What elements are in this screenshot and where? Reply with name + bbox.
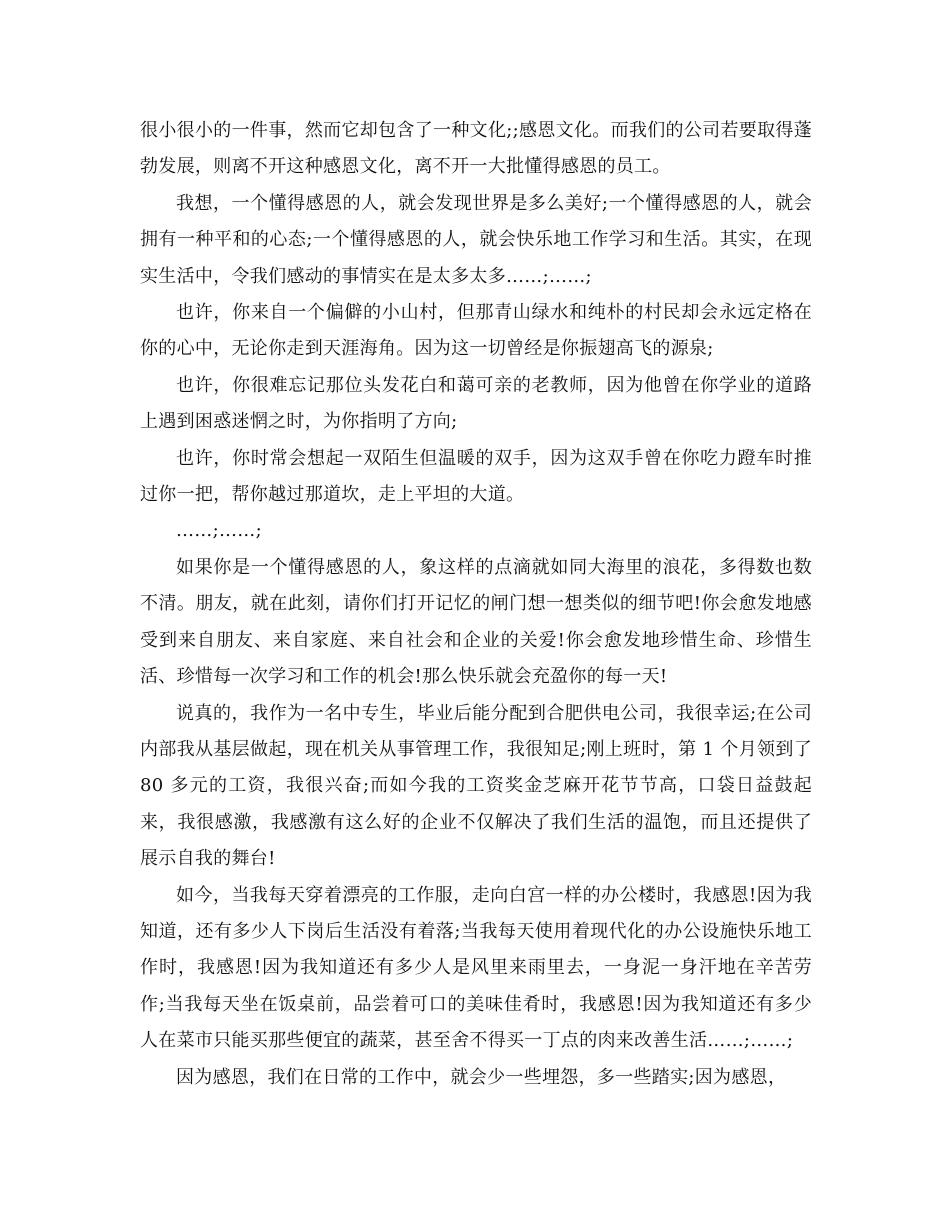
paragraph: 也许，你很难忘记那位头发花白和蔼可亲的老教师，因为他曾在你学业的道路上遇到困惑迷惘之时，为你指明了方向; [140, 374, 812, 433]
paragraph: 如果你是一个懂得感恩的人，象这样的点滴就如同大海里的浪花，多得数也数不清。朋友，就在此刻，请你们打开记忆的闸门想一想类似的细节吧!你会愈发地感受到来自朋友、来自家庭、来自社会和企业的关爱!你会愈发地珍惜生命、珍惜生活、珍惜每一次学习和工作的机会!那么快乐就会充盈你的每一天! [140, 556, 812, 688]
paragraph: 也许，你时常会想起一双陌生但温暖的双手，因为这双手曾在你吃力蹬车时推过你一把，帮你越过那道坎，走上平坦的大道。 [140, 447, 812, 506]
paragraph: ……;……; [176, 520, 262, 542]
paragraph: 因为感恩，我们在日常的工作中，就会少一些埋怨，多一些踏实;因为感恩， [176, 1066, 787, 1088]
paragraph: 我想，一个懂得感恩的人，就会发现世界是多么美好;一个懂得感恩的人，就会拥有一种平和的心态;一个懂得感恩的人，就会快乐地工作学习和生活。其实，在现实生活中，令我们感动的事情实在是太多太多……;……; [140, 192, 812, 287]
paragraph: 也许，你来自一个偏僻的小山村，但那青山绿水和纯朴的村民却会永远定格在你的心中，无论你走到天涯海角。因为这一切曾经是你振翅高飞的源泉; [140, 302, 812, 360]
paragraph: 如今，当我每天穿着漂亮的工作服，走向白宫一样的办公楼时，我感恩!因为我知道，还有多少人下岗后生活没有着落;当我每天使用着现代化的办公设施快乐地工作时，我感恩!因为我知道还有多少人是风里来雨里去，一身泥一身汗地在辛苦劳作;当我每天坐在饭桌前，品尝着可口的美味佳肴时，我感恩!因为我知道还有多少人在菜市只能买那些便宜的蔬菜，甚至舍不得买一丁点的肉来改善生活……;……; [140, 884, 812, 1052]
paragraph: 说真的，我作为一名中专生，毕业后能分配到合肥供电公司，我很幸运;在公司内部我从基层做起，现在机关从事管理工作，我很知足;刚上班时，第 1 个月领到了 80 多元的工资，我很兴奋;而如今我的工资奖金芝麻开花节节高，口袋日益鼓起来，我很感激，我感激有这么好的企业不仅解决了我们生活的温饱，而且还提供了展示自我的舞台! [140, 702, 812, 870]
paragraph: 很小很小的一件事，然而它却包含了一种文化;;感恩文化。而我们的公司若要取得蓬勃发展，则离不开这种感恩文化，离不开一大批懂得感恩的员工。 [140, 120, 812, 178]
document-body [140, 113, 812, 1096]
